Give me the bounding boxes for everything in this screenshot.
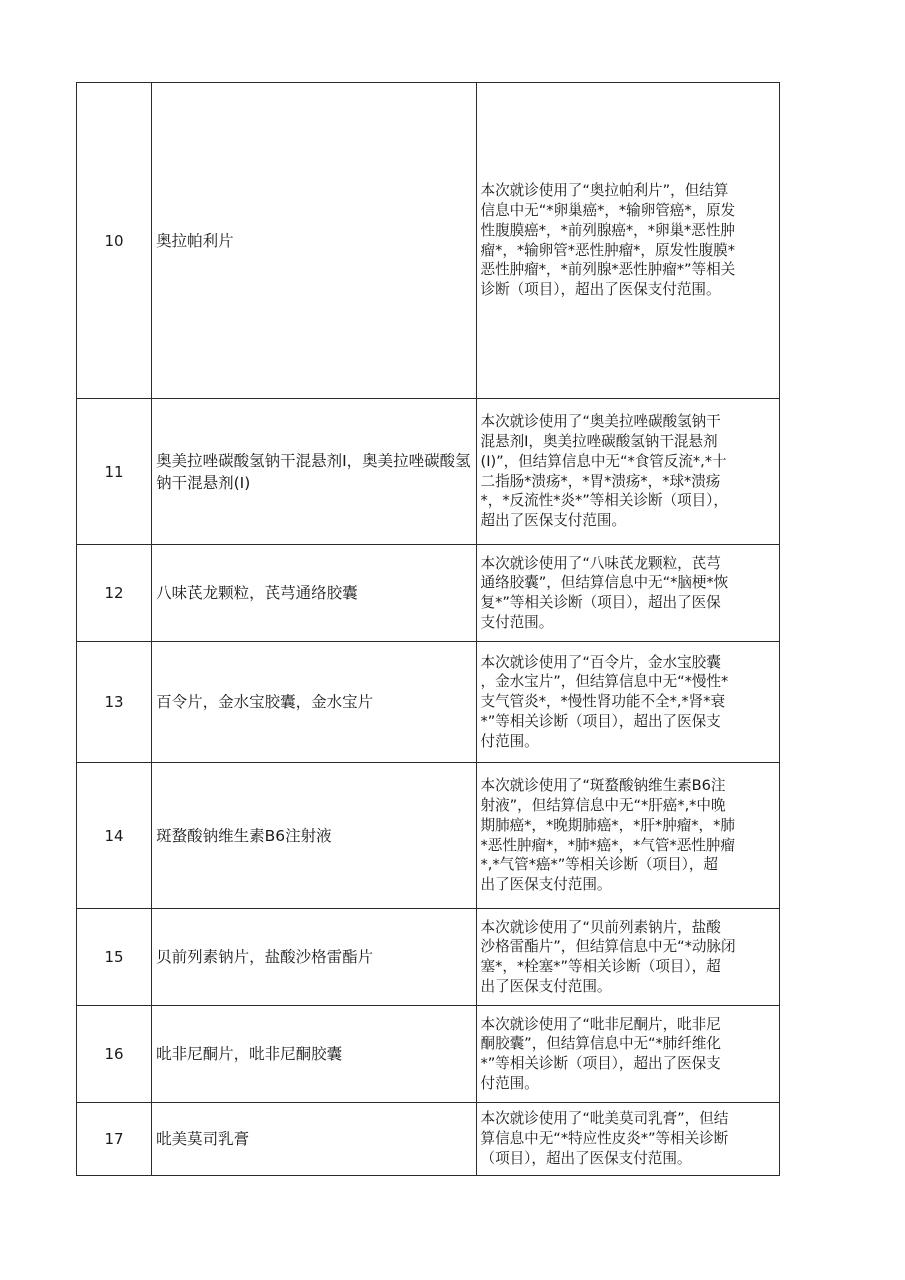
restriction-description [476,1006,779,1103]
description-line: (Ⅰ)”，但结算信息中无“*食管反流*,*十 [480,452,727,470]
description-line: 本次就诊使用了“奥拉帕利片”，但结算 [480,182,729,200]
restriction-description [476,763,779,909]
description-line: 射液”，但结算信息中无“*肝癌*,*中晚 [480,797,726,815]
row-number: 16 [77,1006,152,1103]
description-line: 超出了医保支付范围。 [480,511,626,529]
description-line: *,*气管*癌*”等相关诊断（项目），超 [480,856,718,874]
row-number: 11 [77,399,152,545]
description-line: ，金水宝片”，但结算信息中无“*慢性* [480,673,729,691]
drug-name: 百令片，金水宝胶囊，金水宝片 [152,642,476,763]
table-row [77,763,780,909]
restriction-description [476,545,779,642]
drug-name: 吡美莫司乳膏 [152,1103,476,1176]
description-line: *恶性肿瘤*，*肺*癌*，*气管*恶性肿瘤 [480,836,735,854]
restriction-description [476,83,779,399]
drug-name: 贝前列素钠片，盐酸沙格雷酯片 [152,909,476,1006]
drug-name: 奥拉帕利片 [152,83,476,399]
description-line: 出了医保支付范围。 [480,875,612,893]
description-line: 本次就诊使用了“百令片，金水宝胶囊 [480,653,721,671]
description-line: 性腹膜癌*，*前列腺癌*，*卵巢*恶性肿 [480,221,735,239]
drug-restriction-table [76,82,780,1176]
drug-name: 吡非尼酮片，吡非尼酮胶囊 [152,1006,476,1103]
description-line: 通络胶囊”，但结算信息中无“*脑梗*恢 [480,574,729,592]
table-row [77,1103,780,1176]
description-line: 支气管炎*，*慢性肾功能不全*,*肾*衰 [480,693,725,711]
description-line: 本次就诊使用了“奥美拉唑碳酸氢钠干 [480,413,721,431]
description-line: 混悬剂Ⅰ，奥美拉唑碳酸氢钠干混悬剂 [480,433,718,451]
row-number: 17 [77,1103,152,1176]
description-line: *”等相关诊断（项目），超出了医保支 [480,1055,721,1072]
restriction-description [476,909,779,1006]
description-line: 付范围。 [480,732,539,750]
table-row [77,909,780,1006]
description-line: 算信息中无“*特应性皮炎*”等相关诊断 [480,1130,729,1148]
table-row [77,545,780,642]
description-line: 复*”等相关诊断（项目），超出了医保 [480,594,721,611]
table-row [77,642,780,763]
description-line: 恶性肿瘤*，*前列腺*恶性肿瘤*”等相关 [480,261,736,279]
table-row [77,399,780,545]
table-row [77,83,780,399]
restriction-description [476,1103,779,1176]
table-row [77,1006,780,1103]
description-line: 沙格雷酯片”，但结算信息中无“*动脉闭 [480,938,736,956]
row-number: 13 [77,642,152,763]
description-line: 本次就诊使用了“吡美莫司乳膏”，但结 [480,1110,729,1128]
description-line: 本次就诊使用了“吡非尼酮片，吡非尼 [480,1015,721,1033]
description-line: 期肺癌*，*晚期肺癌*，*肝*肿瘤*，*肺 [480,816,735,834]
description-line: 本次就诊使用了“贝前列素钠片，盐酸 [480,918,721,936]
row-number: 14 [77,763,152,909]
drug-name: 奥美拉唑碳酸氢钠干混悬剂Ⅰ，奥美拉唑碳酸氢钠干混悬剂(Ⅰ) [152,399,476,545]
description-line: 信息中无“*卵巢癌*，*输卵管癌*，原发 [480,202,736,220]
description-line: 支付范围。 [480,613,554,631]
description-line: 瘤*，*输卵管*恶性肿瘤*，原发性腹膜* [480,241,735,259]
description-line: 诊断（项目），超出了医保支付范围。 [480,280,721,298]
description-line: 本次就诊使用了“八味芪龙颗粒，芪芎 [480,554,721,572]
drug-name: 八味芪龙颗粒，芪芎通络胶囊 [152,545,476,642]
description-line: 本次就诊使用了“斑蝥酸钠维生素B6注 [480,777,726,795]
restriction-description [476,399,779,545]
description-line: 酮胶囊”，但结算信息中无“*肺纤维化 [480,1035,721,1053]
restriction-description [476,642,779,763]
description-line: 塞*，*栓塞*”等相关诊断（项目），超 [480,958,721,975]
description-line: 二指肠*溃疡*，*胃*溃疡*，*球*溃疡 [480,472,721,490]
description-line: *”等相关诊断（项目），超出了医保支 [480,712,721,730]
row-number: 10 [77,83,152,399]
description-line: 出了医保支付范围。 [480,977,612,995]
description-line: *，*反流性*炎*”等相关诊断（项目）， [480,492,728,510]
row-number: 12 [77,545,152,642]
drug-name: 斑蝥酸钠维生素B6注射液 [152,763,476,909]
description-line: （项目），超出了医保支付范围。 [480,1149,692,1167]
row-number: 15 [77,909,152,1006]
description-line: 付范围。 [480,1074,539,1092]
